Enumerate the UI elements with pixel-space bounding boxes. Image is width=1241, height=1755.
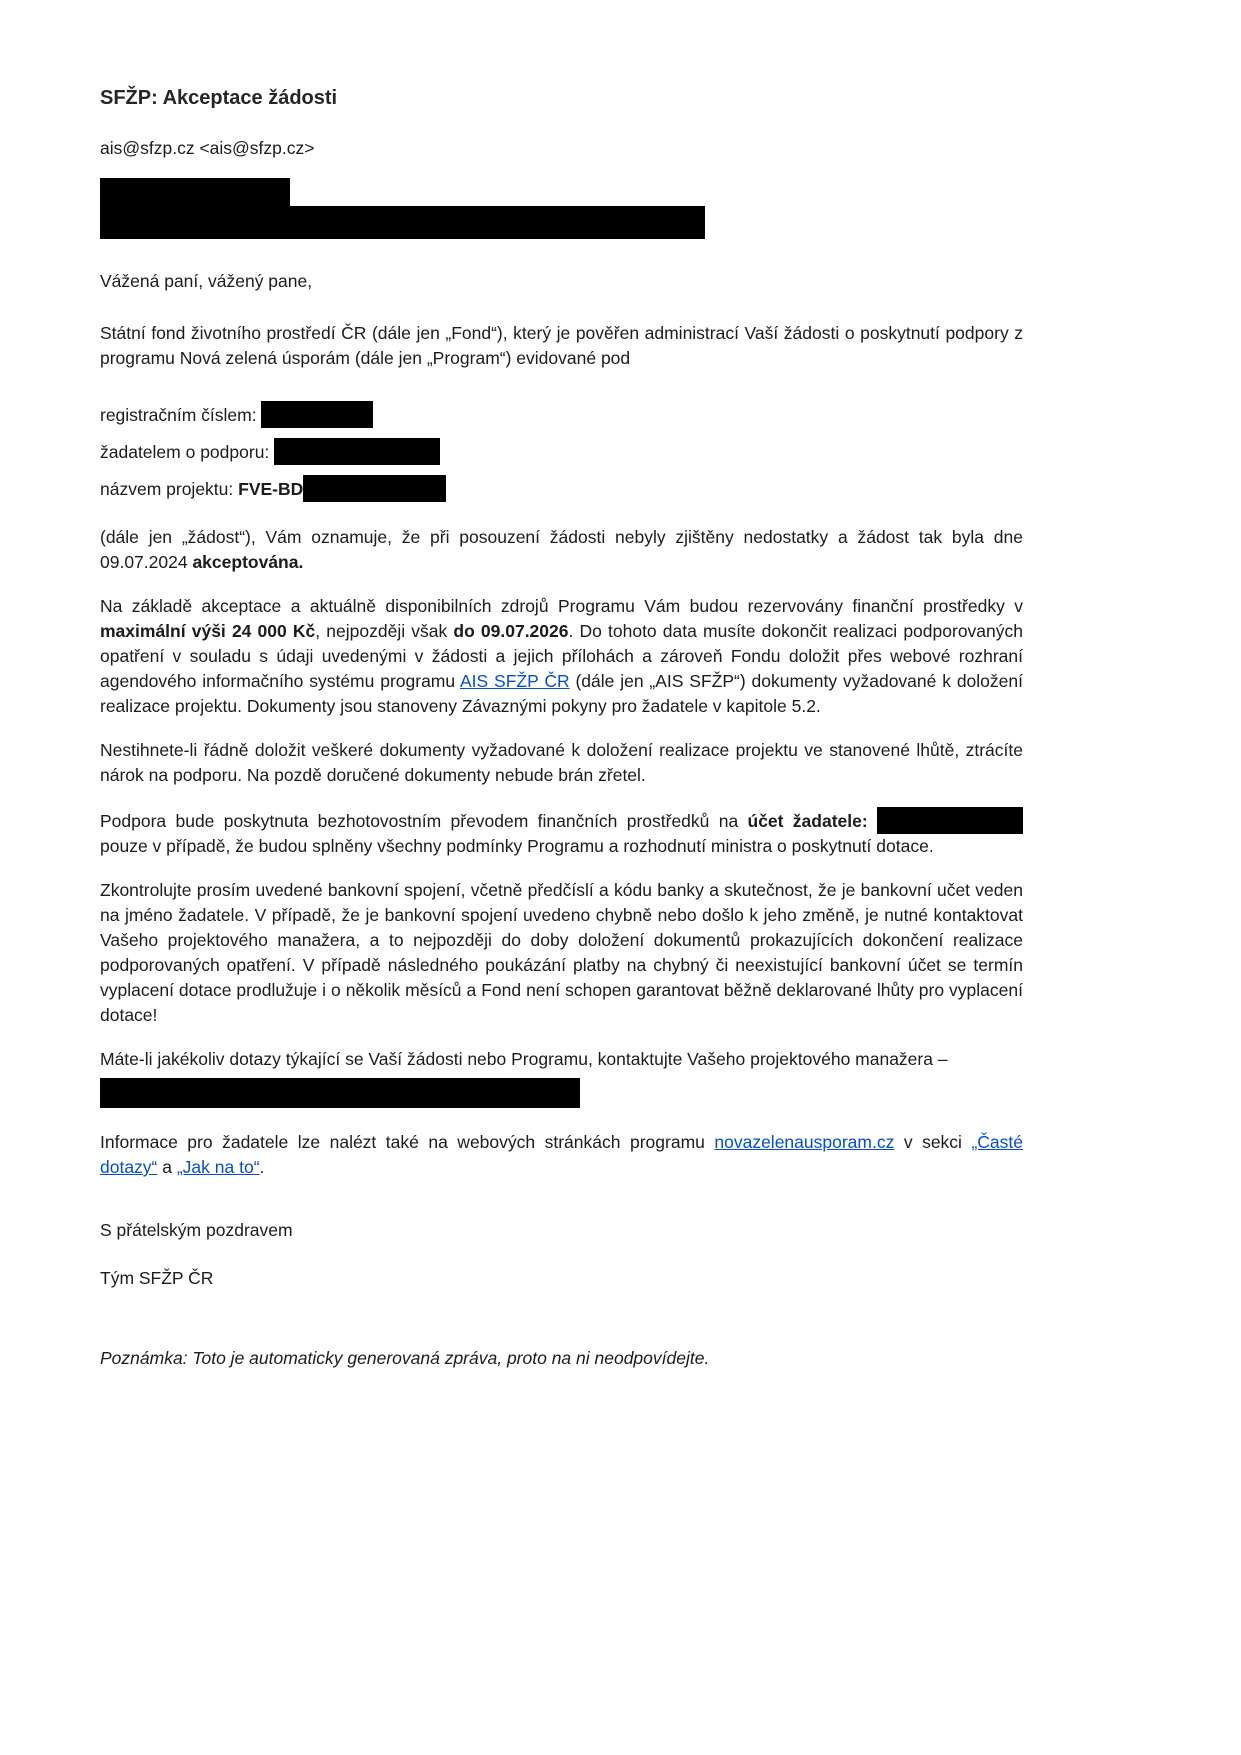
text-run: Státní fond životního prostředí ČR (dále jen „Fond“), který je pověřen administrací Vaší žádosti o poskytnutí podpory z programu Nová zelená úsporám (dále jen „Program“) evidované pod <box>100 323 1023 368</box>
text-run: FVE-BD <box>238 479 304 499</box>
field-registration-number <box>100 401 1023 429</box>
redaction-bar <box>274 438 440 465</box>
text-run: Na základě akceptace a aktuálně disponibilních zdrojů Programu Vám budou rezervovány finanční prostředky v <box>100 596 1023 616</box>
text-run: maximální výši 24 000 Kč <box>100 621 316 641</box>
text-run: žadatelem o podporu: <box>100 442 275 462</box>
text-run: . <box>259 1157 265 1177</box>
paragraph-deadline <box>100 738 1023 788</box>
link-novazelenausporam[interactable]: novazelenausporam.cz <box>714 1132 895 1152</box>
paragraph-reservation <box>100 594 1023 719</box>
text-run: Máte-li jakékoliv dotazy týkající se Vaší žádosti nebo Programu, kontaktujte Vašeho projektového manažera – <box>100 1049 948 1069</box>
text-run: (dále jen „žádost“), Vám oznamuje, že při posouzení žádosti nebyly zjištěny nedostatky a žádost tak byla dne 09.07.2024 <box>100 527 1023 572</box>
closing-salutation: S přátelským pozdravem <box>100 1220 293 1240</box>
text-run: Nestihnete-li řádně doložit veškeré dokumenty vyžadované k doložení realizace projektu ve stanovené lhůtě, ztrácíte nárok na podporu. Na pozdě doručené dokumenty nebude brán zřetel. <box>100 740 1023 785</box>
text-run: a <box>157 1157 177 1177</box>
text-run: do 09.07.2026 <box>453 621 569 641</box>
text-run: účet žadatele: <box>747 811 868 831</box>
text-run: Informace pro žadatele lze nalézt také na webových stránkách programu <box>100 1132 715 1152</box>
auto-generated-note: Poznámka: Toto je automaticky generovaná zpráva, proto na ni neodpovídejte. <box>100 1348 710 1368</box>
redaction-bar-manager-contact <box>100 1078 580 1108</box>
link-caste-dotazy[interactable]: „Časté dotazy“ <box>100 1132 1023 1177</box>
paragraph-acceptance <box>100 525 1023 575</box>
text-run: , nejpozději však <box>315 621 454 641</box>
closing-team: Tým SFŽP ČR <box>100 1268 214 1288</box>
paragraph-intro <box>100 321 1023 371</box>
paragraph-bank-check <box>100 878 1023 1028</box>
redaction-bar <box>877 807 1023 834</box>
text-run <box>868 811 877 831</box>
link-ais-sfzp-cr[interactable]: AIS SFŽP ČR <box>460 671 570 691</box>
text-run: . Do tohoto data musíte dokončit realizaci podporovaných opatření v souladu s údaji uvedenými v žádosti a jejich přílohách a zároveň Fondu doložit přes webové rozhraní agendového informačního systému programu <box>100 621 1024 691</box>
field-applicant <box>100 438 1023 466</box>
field-project-name <box>100 475 1023 503</box>
greeting: Vážená paní, vážený pane, <box>100 271 313 291</box>
paragraph-payment <box>100 807 1023 859</box>
paragraph-manager-contact <box>100 1047 1023 1072</box>
email-sender: ais@sfzp.cz <ais@sfzp.cz> <box>100 138 315 158</box>
link-jak-na-to[interactable]: „Jak na to“ <box>176 1157 260 1177</box>
text-run: akceptována. <box>192 552 304 572</box>
paragraph-info-links <box>100 1130 1023 1180</box>
closing-block <box>100 1218 1023 1291</box>
redaction-bar <box>100 206 705 239</box>
redaction-bar <box>303 475 446 502</box>
text-run: Zkontrolujte prosím uvedené bankovní spojení, včetně předčíslí a kódu banky a skutečnost, že je bankovní učet veden na jméno žadatele. V případě, že je bankovní spojení uvedeno chybně nebo došlo k jeho změně, je nutné kontaktovat Vašeho projektového manažera, a to nejpozději do doby doložení dokumentů prokazujících dokončení realizace podporovaných opatření. V případě následného poukázání platby na chybný či neexistující bankovní účet se termín vyplacení dotace prodlužuje i o několik měsíců a Fond není schopen garantovat běžně deklarované lhůty pro vyplacení dotace! <box>100 880 1023 1025</box>
text-run: názvem projektu: <box>100 479 239 499</box>
text-run: pouze v případě, že budou splněny všechny podmínky Programu a rozhodnutí ministra o poskytnutí dotace. <box>100 836 934 856</box>
text-run: Podpora bude poskytnuta bezhotovostním převodem finančních prostředků na <box>100 811 748 831</box>
redacted-recipient-block <box>100 178 1023 239</box>
text-run: (dále jen „AIS SFŽP“) dokumenty vyžadované k doložení realizace projektu. Dokumenty jsou stanoveny Závaznými pokyny pro žadatele v kapitole 5.2. <box>100 671 1023 716</box>
text-run: registračním číslem: <box>100 405 262 425</box>
redaction-bar <box>261 401 373 428</box>
application-fields <box>100 401 1023 503</box>
redaction-bar <box>100 178 290 206</box>
email-subject: SFŽP: Akceptace žádosti <box>100 87 338 109</box>
text-run: v sekci <box>894 1132 972 1152</box>
